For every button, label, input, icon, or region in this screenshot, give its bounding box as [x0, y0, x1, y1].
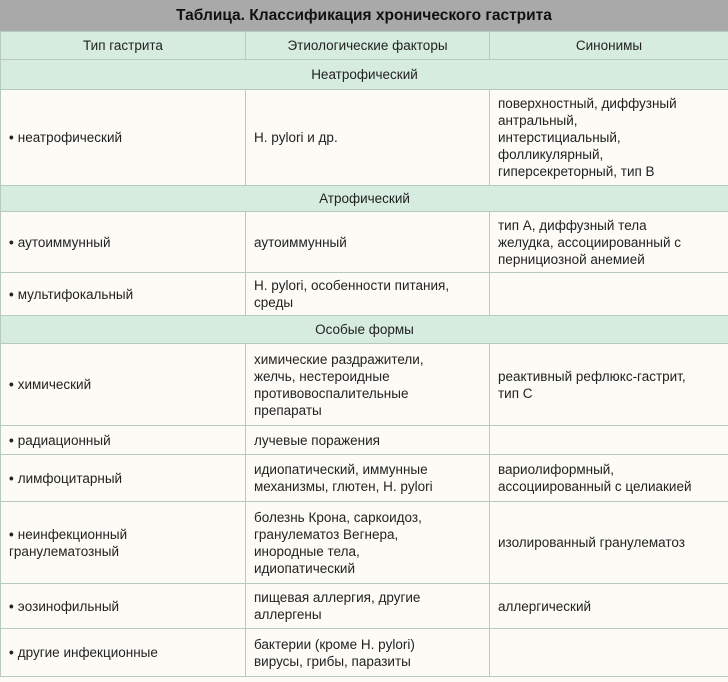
section-row — [1, 60, 728, 90]
synonyms-text: реактивный рефлюкс-гастрит, тип C — [498, 368, 686, 401]
etiology-text: болезнь Крона, саркоидоз, гранулематоз Вегнера, инородные тела, идиопатический — [254, 509, 422, 576]
section-non-atrophic: Неатрофический — [1, 60, 728, 90]
synonyms-cell — [490, 455, 728, 502]
type-cell — [1, 455, 246, 502]
etiology-cell — [246, 455, 490, 502]
table-row — [1, 344, 728, 426]
classification-table — [0, 31, 728, 677]
table-title: Таблица. Классификация хронического гастрита — [0, 0, 728, 31]
synonyms-cell — [490, 584, 728, 629]
synonyms-text: аллергический — [498, 598, 592, 614]
header-etiology: Этиологические факторы — [246, 32, 490, 60]
type-cell — [1, 344, 246, 426]
etiology-cell — [246, 273, 490, 316]
etiology-text: аутоиммунный — [254, 234, 347, 250]
type-label: неинфекционный гранулематозный — [9, 526, 128, 559]
section-row — [1, 316, 728, 344]
synonyms-text: тип A, диффузный тела желудка, ассоциированный с пернициозной анемией — [498, 217, 682, 267]
etiology-cell — [246, 629, 490, 677]
etiology-text: бактерии (кроме H. pylori) вирусы, грибы, паразиты — [254, 636, 415, 669]
header-row — [1, 32, 728, 60]
synonyms-text: вариолиформный, ассоциированный с целиакией — [498, 462, 692, 494]
type-label: мультифокальный — [17, 286, 134, 302]
type-label: другие инфекционные — [17, 645, 158, 660]
type-label: эозинофильный — [17, 598, 120, 614]
synonyms-cell — [490, 344, 728, 426]
table-row — [1, 212, 728, 273]
etiology-cell — [246, 90, 490, 186]
table-row — [1, 90, 728, 186]
type-cell — [1, 502, 246, 584]
etiology-cell — [246, 212, 490, 273]
type-cell — [1, 212, 246, 273]
table-row — [1, 629, 728, 677]
bullet: • — [9, 234, 14, 250]
etiology-cell — [246, 584, 490, 629]
type-cell — [1, 90, 246, 186]
type-cell — [1, 426, 246, 455]
etiology-text: H. pylori, особенности питания, среды — [254, 278, 450, 310]
bullet: • — [9, 432, 14, 448]
synonyms-cell — [490, 212, 728, 273]
etiology-text: химические раздражители, желчь, нестероидные противовоспалительные препараты — [254, 351, 424, 418]
etiology-text: пищевая аллергия, другие аллергены — [254, 590, 421, 622]
section-row — [1, 186, 728, 212]
synonyms-cell — [490, 90, 728, 186]
synonyms-text: изолированный гранулематоз — [498, 535, 685, 550]
type-label: химический — [17, 377, 92, 392]
section-special-forms: Особые формы — [1, 316, 728, 344]
synonyms-cell — [490, 426, 728, 455]
type-label: аутоиммунный — [17, 234, 111, 250]
etiology-text: лучевые поражения — [254, 432, 380, 448]
bullet: • — [9, 377, 14, 392]
bullet: • — [9, 470, 14, 486]
type-cell — [1, 629, 246, 677]
section-atrophic: Атрофический — [1, 186, 728, 212]
synonyms-cell — [490, 502, 728, 584]
type-label: неатрофический — [17, 130, 123, 145]
etiology-text: H. pylori и др. — [254, 130, 338, 145]
table-row — [1, 455, 728, 502]
bullet: • — [9, 130, 14, 145]
synonyms-cell — [490, 273, 728, 316]
bullet: • — [9, 286, 14, 302]
type-label: радиационный — [17, 432, 111, 448]
etiology-text: идиопатический, иммунные механизмы, глютен, H. pylori — [254, 462, 433, 494]
type-label: лимфоцитарный — [17, 470, 123, 486]
table-row — [1, 426, 728, 455]
etiology-cell — [246, 426, 490, 455]
synonyms-cell — [490, 629, 728, 677]
etiology-cell — [246, 502, 490, 584]
header-synonyms: Синонимы — [490, 32, 728, 60]
etiology-cell — [246, 344, 490, 426]
bullet: • — [9, 645, 14, 660]
table-row — [1, 273, 728, 316]
header-type: Тип гастрита — [1, 32, 246, 60]
synonyms-text: поверхностный, диффузный антральный, интерстициальный, фолликулярный, гиперсекреторный, тип B — [498, 96, 677, 179]
bullet: • — [9, 598, 14, 614]
type-cell — [1, 273, 246, 316]
table-row — [1, 584, 728, 629]
table-row — [1, 502, 728, 584]
type-cell — [1, 584, 246, 629]
bullet: • — [9, 526, 14, 542]
